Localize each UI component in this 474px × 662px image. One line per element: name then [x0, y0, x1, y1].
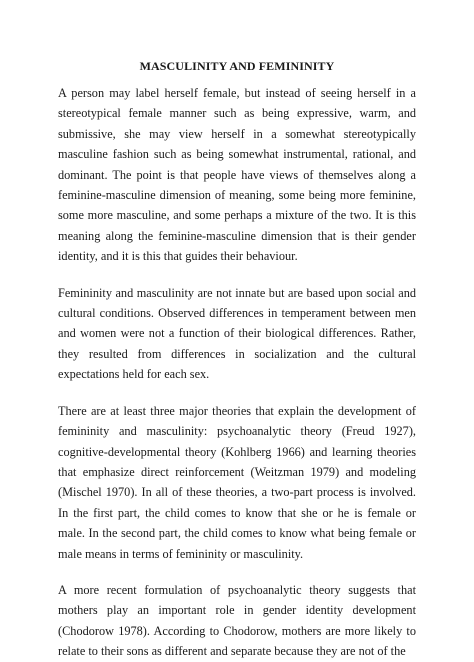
- paragraph-social-conditions: Femininity and masculinity are not innate but are based upon social and cultural conditions. Observed differences in temperament between men and women were not a function of their biological differences. Rather, they resulted from differences in socialization and the cultural expectations held for each sex.: [58, 285, 416, 382]
- document-page: [58, 56, 416, 662]
- paragraph-psychoanalytic-formulation: A more recent formulation of psychoanalytic theory suggests that mothers play an important role in gender identity development (Chodorow 1978). According to Chodorow, mothers are more likely to relate to their sons as different and separate because they are not of the: [58, 582, 416, 659]
- document-title: MASCULINITY AND FEMININITY: [139, 59, 335, 73]
- paragraph-major-theories: There are at least three major theories that explain the development of femininity and masculinity: psychoanalytic theory (Freud 1927), cognitive-developmental theory (Kohlberg 1966) and learning theories that emphasize direct reinforcement (Weitzman 1979) and modeling (Mischel 1970). In all of these theories, a two-part process is involved. In the first part, the child comes to know that she or he is female or male. In the second part, the child comes to know what being female or male means in terms of femininity or masculinity.: [58, 403, 416, 561]
- paragraph-gender-identity: A person may label herself female, but instead of seeing herself in a stereotypical female manner such as being expressive, warm, and submissive, she may view herself in a somewhat stereotypically masculine fashion such as being somewhat instrumental, rational, and dominant. The point is that people have views of themselves along a feminine-masculine dimension of meaning, some being more feminine, some more masculine, and some perhaps a mixture of the two. It is this meaning along the feminine-masculine dimension that is their gender identity, and it is this that guides their behaviour.: [58, 86, 416, 264]
